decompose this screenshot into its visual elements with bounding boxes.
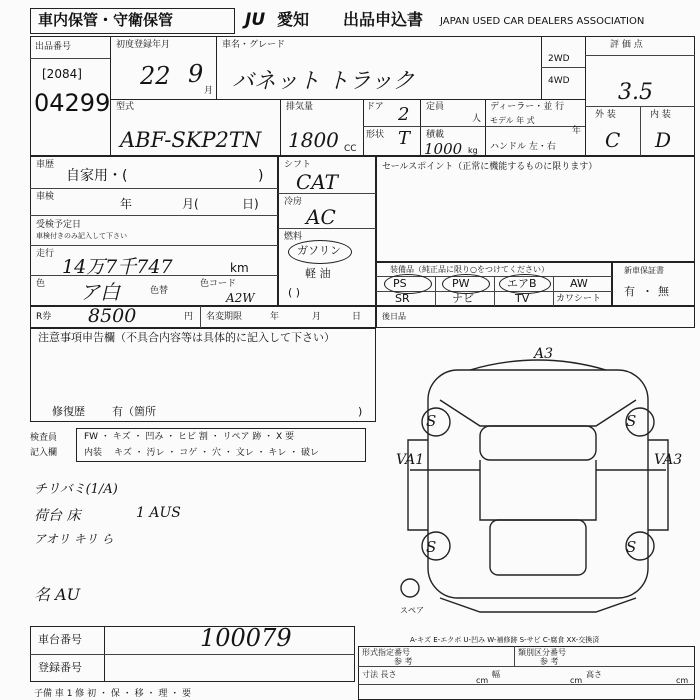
load: 1000 [424,140,463,158]
equip-airbag: エアB [507,277,537,290]
first-reg-year: 22 [140,62,171,90]
int-grade: D [655,128,672,152]
doors-label: ドア [366,102,384,112]
mileage-label: 走行 [36,249,55,259]
footer-row: 子備 車 1 修 初 ・ 保 ・ 移 ・ 理 ・ 要 [34,689,192,699]
height-label: 高さ [586,670,602,679]
note-2: 荷台 床 [34,508,81,524]
inspector-row1: FW ・ キズ ・ 凹み ・ ヒビ 割 ・ リペア 跡 ・ X 要 [84,432,295,442]
diagram-label-va1: VA1 [396,452,425,468]
warranty-no: 無 [658,285,669,298]
org-name: 愛知 [277,10,310,29]
car-name-label: 車名・グレード [222,40,286,50]
warranty-yes: 有 [624,285,635,298]
history-label: 車歴 [36,160,55,170]
association-name: JAPAN USED CAR DEALERS ASSOCIATION [440,16,645,27]
inspection-year: 年 [120,197,133,211]
inspector-row2-label: 内装 [84,448,103,458]
warranty-label: 新車保証書 [624,266,664,275]
cm-3: cm [676,676,689,685]
equip-ps-circle [384,274,432,294]
lot-no-label: 出品番号 [35,42,72,52]
owner-label: 後日品 [382,312,406,321]
doors: 2 [398,104,410,125]
size-label: 寸法 長さ [362,670,397,679]
form-no-label: 形式指定番号 [362,648,410,657]
mileage: 14万7千747 [62,256,173,278]
yen-label: 円 [184,312,194,322]
fuel-other: ( ) [288,286,301,299]
repair-close: ) [358,405,363,418]
inspector-label-2: 記入欄 [30,448,58,458]
load-label: 積載 [426,130,445,140]
note-3: 1 AUS [136,505,181,521]
color-label: 色 [36,279,46,289]
width-label: 幅 [492,670,500,679]
first-reg-label: 初度登録年月 [116,40,171,50]
capacity-unit: 人 [472,114,482,124]
inspection-month: 月( [182,197,199,211]
form-title: 出品申込書 [343,10,424,29]
lot-no: 04299 [34,89,111,117]
model-label: 型式 [116,102,135,112]
equip-seat: カワシート [556,294,602,304]
warranty-sep: ・ [642,285,653,298]
kg-label: kg [468,146,478,155]
shape: T [398,128,411,149]
ju-logo: JU [245,10,266,30]
equip-aw: AW [570,277,588,290]
dealer-label: ディーラー・並 行 [490,102,565,112]
diagram-label-s-rr: S [626,538,637,556]
lot-no-small: [2084] [42,67,82,81]
name-change-month: 月 [312,312,322,322]
inspector-row2: キズ ・ 汚レ ・ コゲ ・ 穴 ・ 文レ ・ キレ ・ 破レ [114,448,320,458]
diagram-label-va3: VA3 [654,452,683,468]
date-label: 受検予定日 [36,220,82,230]
r-ken-label: R券 [36,312,52,322]
diagram-label-a3: A3 [534,346,554,362]
model-year-label: モデル 年 式 [490,116,535,125]
r-ken-value: 8500 [88,305,137,327]
grade: 3.5 [618,80,653,105]
spare-label: スペア [400,606,424,615]
name-change-day: 日 [352,312,362,322]
form-no-ref: 参 考 [394,657,413,666]
ac-value: AC [306,205,336,229]
r-ken-row [30,306,376,328]
grade-label: 評 価 点 [610,40,643,50]
shape-label: 形状 [366,130,385,140]
drive-4wd: 4WD [548,76,570,86]
name-change-label: 名変期限 [206,312,243,322]
model-year-unit: 年 [572,126,582,136]
equip-tv: TV [515,292,530,305]
class-no-ref: 参 考 [540,657,559,666]
car-name: バネット トラック [232,69,415,94]
color-code-label: 色コード [200,279,237,289]
equipment-label: 装備品（純正品に限り○をつけてください） [390,265,549,274]
displacement-label: 排気量 [286,102,314,112]
chassis-label: 車台番号 [38,633,82,646]
equip-pw: PW [452,277,470,290]
class-no-label: 類別区分番号 [518,648,566,657]
color-value: ア白 [80,280,120,304]
repair-label: 修復歴 [52,405,85,418]
diagram-label-s-fl: S [426,412,437,430]
first-reg-month-unit: 月 [204,86,214,96]
chassis-value: 100079 [200,624,292,652]
fuel-gas: ガソリン [297,244,341,257]
cm-2: cm [570,676,583,685]
damage-legend: A-キズ E-エクボ U-凹み W-補修跡 S-サビ C-腐食 XX-交換済 [410,636,600,644]
km-label: km [230,261,249,275]
equip-pw-circle [442,274,490,294]
storage-label: 車内保管・守衛保管 [38,11,174,29]
note-5: 名 AU [34,585,81,604]
vehicle-damage-diagram [380,330,695,630]
color-change-label: 色替 [150,286,169,296]
model-code: ABF-SKP2TN [120,128,262,152]
equip-ps: PS [393,277,407,290]
shift-value: CAT [296,170,338,194]
name-change-year: 年 [270,312,280,322]
ext-label: 外 装 [595,110,616,120]
ac-label: 冷房 [284,197,303,207]
notes-label: 注意事項申告欄（不具合内容等は具体的に記入して下さい） [38,331,335,344]
fuel-diesel: 軽 油 [305,267,331,280]
displacement: 1800 [288,128,339,152]
sales-point-label: セールスポイント（正常に機能するものに限ります） [382,162,598,172]
capacity-label: 定員 [426,102,445,112]
history-value: 自家用・( [66,168,128,184]
handle-label: ハンドル 左・右 [490,142,556,152]
owner-box [376,306,695,328]
diagram-label-s-fr: S [626,412,637,430]
inspection-label: 車検 [36,192,55,202]
fuel-label: 燃料 [284,232,303,242]
shift-label: シフト [284,160,312,170]
cm-1: cm [476,676,489,685]
reg-label: 登録番号 [38,661,82,674]
history-close: ) [258,168,264,184]
inspection-day: 日) [242,197,259,211]
equip-navi: ナビ [452,292,474,305]
equip-airbag-circle [499,274,551,294]
drive-2wd: 2WD [548,54,570,64]
diagram-label-s-rl: S [426,538,437,556]
repair-value: 有（箇所 [112,405,156,418]
inspector-label-1: 検査員 [30,433,58,443]
cc-label: CC [344,144,357,154]
date-note: 車検付きのみ記入して下さい [36,232,127,240]
color-code: A2W [226,291,255,305]
int-label: 内 装 [650,110,671,120]
note-4: アオリ キリ ら [34,532,114,546]
equip-sr: SR [395,292,410,305]
ext-grade: C [605,128,621,152]
note-1: チリバミ(1/A) [34,482,118,497]
first-reg-month: 9 [188,60,204,88]
